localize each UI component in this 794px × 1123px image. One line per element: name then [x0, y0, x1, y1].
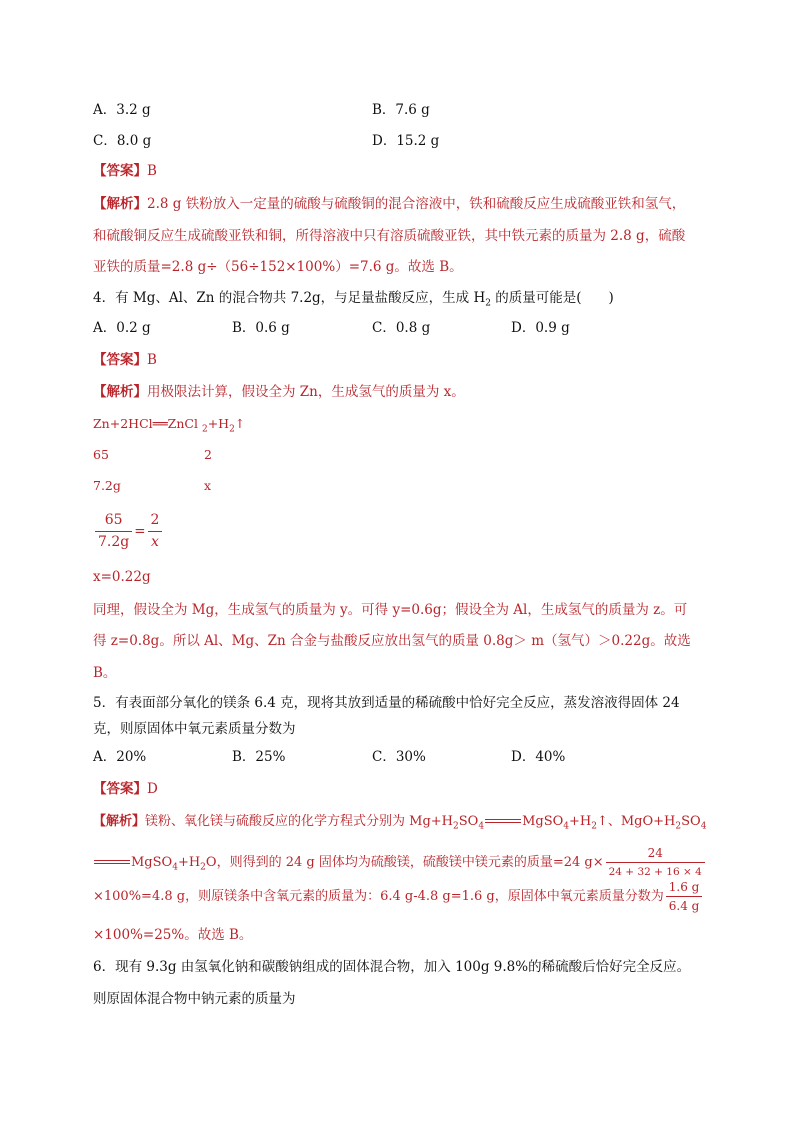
q4-similar-line-1: 同理，假设全为 Mg，生成氢气的质量为 y。可得 y=0.6g；假设全为 Al，生成氢气的质量为 z。可	[93, 602, 688, 618]
l2-c: O，则得到的 24 g 固体均为硫酸镁，硫酸镁中镁元素的质量=24 g×	[205, 855, 604, 870]
l2-b: +H	[177, 855, 201, 870]
frac-den: 6.4 g	[668, 899, 700, 913]
l3-a: ×100%=4.8 g，则原镁条中含氧元素的质量为：6.4 g-4.8 g=1.6 g，原固体中氧元素质量分数为	[93, 889, 664, 904]
q4-option-c: C．0.8 g	[372, 320, 431, 336]
frac-num: 65	[95, 511, 132, 532]
q3-analysis-line-3: 亚铁的质量=2.8 g÷（56÷152×100%）=7.6 g。故选 B。	[93, 259, 463, 275]
q5-answer	[93, 779, 158, 799]
q4-option-d: D．0.9 g	[511, 320, 570, 336]
l1-f: SO	[681, 814, 701, 829]
q5-analysis-line-3	[93, 877, 704, 917]
fraction-mg-ratio	[606, 845, 705, 880]
l2-a: MgSO	[131, 855, 173, 870]
q5-option-d: D．40%	[511, 749, 566, 765]
eq-main: Zn+2HCl══ZnCl	[93, 416, 202, 431]
frac-den: x	[151, 534, 159, 550]
q4-ratio-2: 2	[204, 447, 212, 462]
q4-equation	[93, 414, 245, 440]
l1-d: +H	[569, 814, 592, 829]
l1-s2: 4	[478, 821, 485, 832]
q4-stem-sub: 2	[485, 298, 491, 309]
analysis-tag: 【解析】	[93, 814, 146, 829]
q6-stem-line-1: 6．现有 9.3g 由氢氧化钠和碳酸钠组成的固体混合物，加入 100g 9.8%的稀硫酸后恰好完全反应。	[93, 959, 691, 975]
q5-option-b: B．25%	[232, 749, 286, 765]
q4-stem	[93, 288, 614, 314]
q3-answer	[93, 161, 157, 181]
analysis-tag: 【解析】	[93, 384, 147, 400]
q4-stem-a: 4．有 Mg、Al、Zn 的混合物共 7.2g，与足量盐酸反应，生成 H	[93, 290, 486, 306]
answer-value: B	[147, 163, 157, 179]
eq-sub-1: 2	[201, 424, 208, 435]
l1-b: SO	[458, 814, 479, 829]
analysis-text: 用极限法计算，假设全为 Zn，生成氢气的质量为 x。	[147, 384, 465, 400]
frac-num: 24	[606, 845, 705, 863]
answer-value: B	[147, 352, 157, 368]
frac-den: 7.2g	[98, 534, 130, 550]
q3-option-a: A．3.2 g	[93, 102, 151, 118]
double-line-equals-sign	[485, 819, 521, 825]
answer-value: D	[147, 781, 158, 797]
fraction-65-over-7-2g	[95, 511, 132, 552]
l1-a: 镁粉、氧化镁与硫酸反应的化学方程式分别为 Mg+H	[145, 814, 454, 829]
eq-tail: +H	[207, 416, 230, 431]
l1-s3: 4	[563, 821, 569, 832]
q4-similar-line-3: B。	[93, 665, 117, 681]
q5-option-c: C．30%	[372, 749, 426, 765]
l1-s4: 2	[591, 821, 597, 832]
equals-sign: =	[134, 523, 146, 540]
frac-num: 2	[148, 511, 163, 532]
q5-analysis-line-1	[93, 812, 706, 837]
q5-analysis-line-4: ×100%=25%。故选 B。	[93, 927, 253, 943]
analysis-tag: 【解析】	[93, 196, 147, 212]
q4-ratio-x: x	[204, 478, 212, 493]
l1-s5: 2	[675, 821, 682, 832]
frac-den: 24 + 32 + 16 × 4	[608, 866, 702, 878]
q4-stem-b: 的质量可能是( )	[490, 290, 614, 306]
q3-option-d: D．15.2 g	[372, 133, 440, 149]
eq-sub-2: 2	[229, 424, 235, 435]
q4-analysis-line-1	[93, 382, 465, 402]
q5-stem-line-1: 5．有表面部分氧化的镁条 6.4 克，现将其放到适量的稀硫酸中恰好完全反应，蒸发溶液得固体 24	[93, 695, 680, 711]
l1-s6: 4	[700, 821, 707, 832]
fraction-oxygen-ratio	[666, 879, 703, 914]
fraction-2-over-x	[148, 511, 163, 552]
q3-option-c: C．8.0 g	[93, 133, 152, 149]
l2-s2: 2	[200, 862, 206, 873]
q4-answer	[93, 350, 157, 370]
q4-option-b: B．0.6 g	[232, 320, 290, 336]
q4-similar-line-2: 得 z=0.8g。所以 Al、Mg、Zn 合金与盐酸反应放出氢气的质量 0.8g＞ m（氢气）＞0.22g。故选	[93, 633, 691, 649]
answer-tag: 【答案】	[93, 352, 147, 368]
frac-num: 1.6 g	[666, 879, 703, 897]
l1-c: MgSO	[522, 814, 564, 829]
q6-stem-line-2: 则原固体混合物中钠元素的质量为	[93, 991, 296, 1007]
q3-option-b: B．7.6 g	[372, 102, 430, 118]
answer-tag: 【答案】	[93, 163, 147, 179]
q4-ratio-7-2g: 7.2g	[93, 478, 121, 493]
q5-stem-line-2: 克，则原固体中氧元素质量分数为	[93, 721, 296, 737]
q5-option-a: A．20%	[93, 749, 147, 765]
q4-ratio-65: 65	[93, 447, 109, 462]
eq-arrow: ↑	[234, 416, 246, 431]
q4-proportion	[93, 509, 164, 554]
l1-s1: 2	[453, 821, 459, 832]
q3-analysis-line-2: 和硫酸铜反应生成硫酸亚铁和铜，所得溶液中只有溶质硫酸亚铁，其中铁元素的质量为 2.8 g，硫酸	[93, 228, 686, 244]
q4-result: x=0.22g	[93, 569, 151, 585]
q3-analysis-line-1	[93, 194, 685, 214]
answer-tag: 【答案】	[93, 781, 147, 797]
l2-s1: 4	[172, 862, 178, 873]
l1-e: ↑、MgO+H	[596, 814, 676, 829]
q4-option-a: A．0.2 g	[93, 320, 151, 336]
double-line-equals-sign	[94, 860, 130, 866]
analysis-text: 2.8 g 铁粉放入一定量的硫酸与硫酸铜的混合溶液中，铁和硫酸反应生成硫酸亚铁和氢气，	[147, 196, 686, 212]
